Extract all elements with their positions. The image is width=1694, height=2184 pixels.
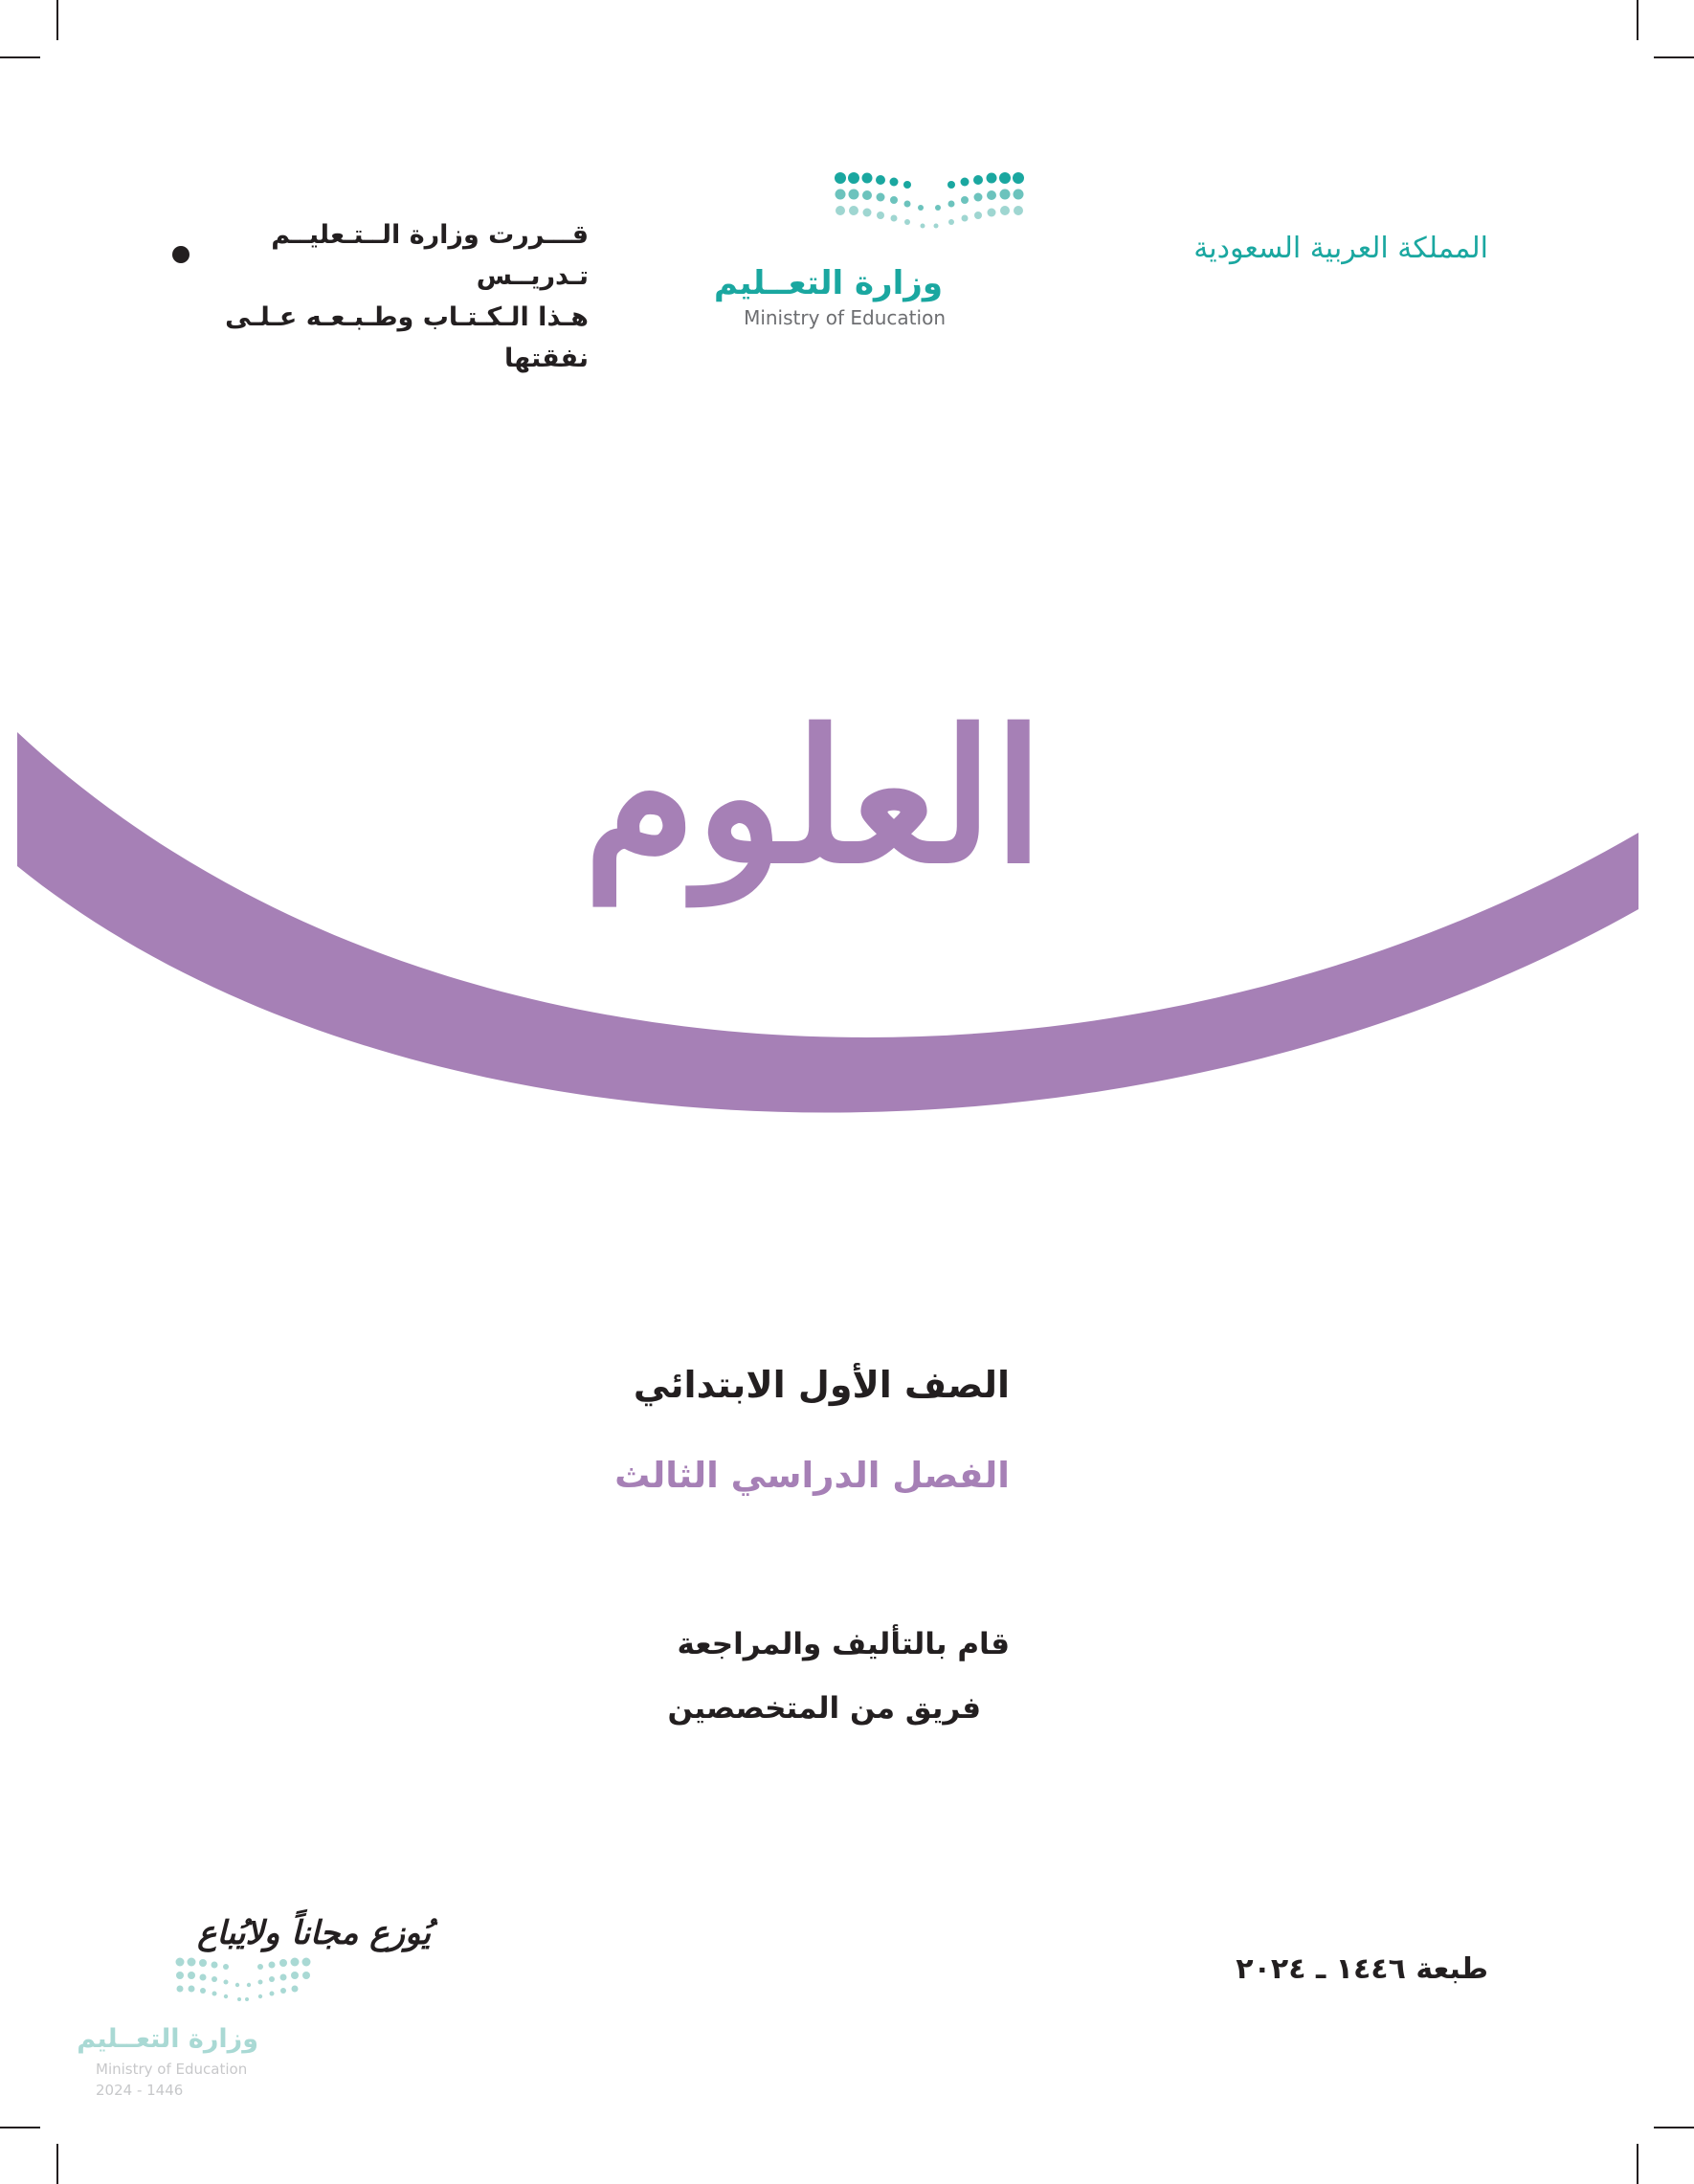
crop-mark-top-left-h [0, 56, 40, 58]
ministry-logo-footer [77, 2024, 287, 2120]
free-distribution-stamp [172, 1914, 431, 2019]
crop-mark-top-left-v [56, 0, 58, 40]
ministry-name-ar-footer: وزارة التعــليم [77, 2024, 258, 2054]
decree-line-1: قـــررت وزارة الــتـعليــم تـدريــس [271, 220, 589, 291]
ministry-logo [714, 163, 1072, 335]
ministry-name-en: Ministry of Education [744, 306, 946, 329]
authors-line-1: قام بالتأليف والمراجعة [677, 1627, 1010, 1661]
free-distribution-text: يُوزع مجاناً ولايُباع [197, 1914, 431, 1952]
crop-mark-bottom-right-h [1654, 2127, 1694, 2128]
crop-mark-bottom-right-v [1637, 2144, 1638, 2184]
ministry-logo-dots-icon [172, 1952, 316, 2010]
bullet-icon [172, 246, 189, 263]
term-label: الفصل الدراسي الثالث [614, 1455, 1010, 1496]
country-name: المملكة العربية السعودية [1193, 232, 1488, 265]
crop-mark-top-right-h [1654, 56, 1694, 58]
edition-years: 2024 - 1446 [96, 2082, 184, 2099]
decree-text [187, 214, 589, 379]
ministry-name-en-footer: Ministry of Education [96, 2061, 248, 2078]
grade-label: الصف الأول الابتدائي [633, 1364, 1010, 1406]
crop-mark-bottom-left-h [0, 2127, 40, 2128]
book-title: العلوم [583, 690, 1044, 903]
crop-mark-bottom-left-v [56, 2144, 58, 2184]
crop-mark-top-right-v [1637, 0, 1638, 40]
ministry-logo-dots-icon [727, 163, 1072, 258]
edition-label: طبعة ١٤٤٦ ـ ٢٠٢٤ [1236, 1952, 1488, 1986]
ministry-name-ar: وزارة التعــليم [714, 264, 943, 302]
authors-line-2: فريق من المتخصصين [667, 1691, 981, 1726]
decree-line-2: هـذا الـكـتـاب وطـبـعـه عـلـى نفقتها [225, 302, 589, 373]
